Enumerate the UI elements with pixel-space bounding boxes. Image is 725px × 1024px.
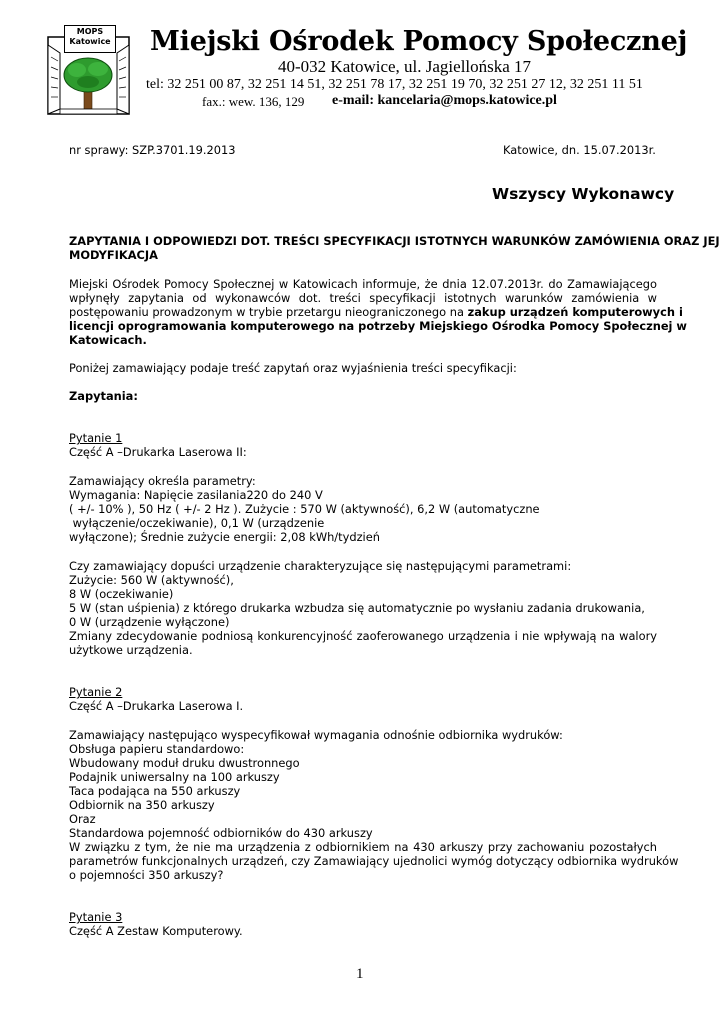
letterhead (0, 0, 725, 120)
logo-text-city: Katowice (69, 37, 111, 46)
place-date: Katowice, dn. 15.07.2013r. (503, 143, 656, 157)
question-2-line: Obsługa papieru standardowo: (69, 742, 245, 756)
question-2-title: Pytanie 2 (69, 685, 123, 699)
organization-fax: fax.: wew. 136, 129 (202, 94, 305, 109)
question-2-line: parametrów funkcjonalnych urządzeń, czy Zamawiający ujednolici wymóg dotyczący odbiornika wydruków (69, 854, 679, 868)
question-2-line: Taca podająca na 550 arkuszy (69, 784, 241, 798)
question-3-part: Część A Zestaw Komputerowy. (69, 924, 243, 938)
question-1-line: Zamawiający określa parametry: (69, 474, 256, 488)
intro-line-4: licencji oprogramowania komputerowego na potrzeby Miejskiego Ośrodka Pomocy Społecznej w (69, 319, 687, 333)
question-1-part: Część A –Drukarka Laserowa II: (69, 445, 247, 459)
logo-label (64, 27, 116, 47)
question-2-part: Część A –Drukarka Laserowa I. (69, 699, 244, 713)
intro-line-3-text: postępowaniu prowadzonym w trybie przetargu nieograniczonego na (69, 305, 468, 319)
question-2-line: o pojemności 350 arkuszy? (69, 868, 224, 882)
question-1-line: Czy zamawiający dopuści urządzenie charakteryzujące się następującymi parametrami: (69, 559, 572, 573)
logo-text-mops: MOPS (76, 27, 104, 36)
question-1-line: ( +/- 10% ), 50 Hz ( +/- 2 Hz ). Zużycie : 570 W (aktywność), 6,2 W (automatyczne (69, 502, 540, 516)
question-1-line: Zużycie: 560 W (aktywność), (69, 573, 234, 587)
question-1-line: 8 W (oczekiwanie) (69, 587, 174, 601)
question-1-line: Zmiany zdecydowanie podniosą konkurencyjność zaoferowanego urządzenia i nie wpływają na walory (69, 629, 657, 643)
intro-line-2: wpłynęły zapytania od wykonawców dot. treści specyfikacji istotnych warunków zamówienia w (69, 291, 657, 305)
question-2-line: Oraz (69, 812, 96, 826)
statement: Poniżej zamawiający podaje treść zapytań oraz wyjaśnienia treści specyfikacji: (69, 361, 517, 375)
organization-address: 40-032 Katowice, ul. Jagiellońska 17 (278, 57, 532, 76)
question-2-line: Odbiornik na 350 arkuszy (69, 798, 215, 812)
question-2-line: Podajnik uniwersalny na 100 arkuszy (69, 770, 280, 784)
recipient: Wszyscy Wykonawcy (492, 185, 675, 203)
question-2-line: Wbudowany moduł druku dwustronnego (69, 756, 300, 770)
questions-label: Zapytania: (69, 389, 138, 403)
heading-line-1: ZAPYTANIA I ODPOWIEDZI DOT. TREŚCI SPECYFIKACJI ISTOTNYCH WARUNKÓW ZAMÓWIENIA ORAZ JEJ (69, 234, 720, 248)
question-2-line: Zamawiający następująco wyspecyfikował wymagania odnośnie odbiornika wydruków: (69, 728, 563, 742)
intro-line-3 (69, 305, 683, 320)
question-1-line: wyłączenie/oczekiwanie), 0,1 W (urządzenie (69, 516, 325, 530)
question-3-title: Pytanie 3 (69, 910, 123, 924)
intro-line-5: Katowicach. (69, 333, 147, 347)
question-1-line: wyłączone); Średnie zużycie energii: 2,08 kWh/tydzień (69, 530, 380, 544)
question-1-line: 5 W (stan uśpienia) z którego drukarka wzbudza się automatycznie po wysłaniu zadania drukowania, (69, 601, 645, 615)
organization-name: Miejski Ośrodek Pomocy Społecznej (150, 26, 688, 57)
case-number: nr sprawy: SZP.3701.19.2013 (69, 143, 236, 157)
question-1-title: Pytanie 1 (69, 431, 123, 445)
question-2-line: W związku z tym, że nie ma urządzenia z odbiornikiem na 430 arkuszy przy zachowaniu pozostałych (69, 840, 657, 854)
organization-email: e-mail: kancelaria@mops.katowice.pl (332, 93, 557, 108)
intro-line-1: Miejski Ośrodek Pomocy Społecznej w Katowicach informuje, że dnia 12.07.2013r. do Zamawiającego (69, 277, 657, 291)
page-number: 1 (356, 966, 364, 982)
heading-line-2: MODYFIKACJA (69, 248, 158, 262)
intro-line-3-bold: zakup urządzeń komputerowych i (467, 305, 683, 319)
question-1-line: użytkowe urządzenia. (69, 643, 193, 657)
question-1-line: Wymagania: Napięcie zasilania220 do 240 V (69, 488, 323, 502)
question-2-line: Standardowa pojemność odbiorników do 430 arkuszy (69, 826, 373, 840)
question-1-line: 0 W (urządzenie wyłączone) (69, 615, 230, 629)
organization-phones: tel: 32 251 00 87, 32 251 14 51, 32 251 78 17, 32 251 19 70, 32 251 27 12, 32 251 11 51 (146, 77, 643, 92)
